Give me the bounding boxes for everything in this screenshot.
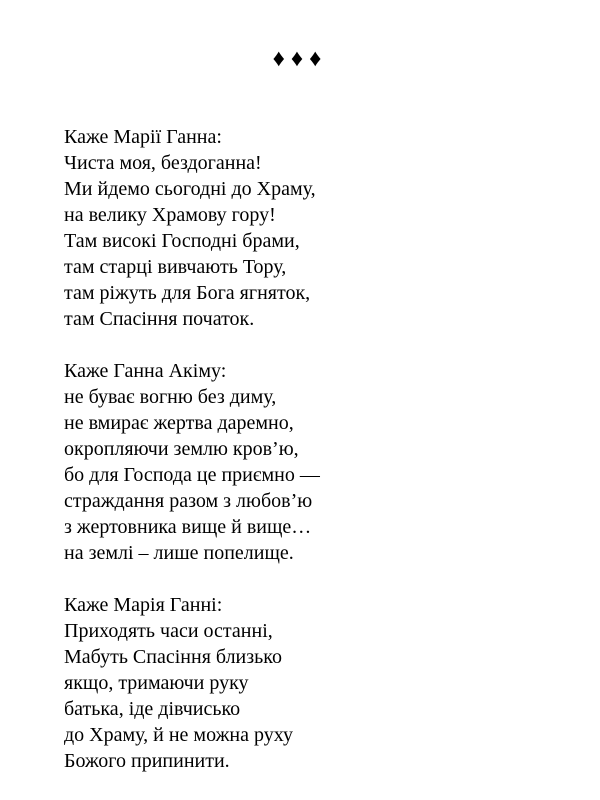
poem-line: якщо, тримаючи руку — [64, 672, 249, 694]
poem-line: Каже Марія Ганні: — [64, 594, 223, 616]
poem-line: на велику Храмову гору! — [64, 204, 276, 226]
section-ornament: ♦♦♦ — [272, 46, 328, 72]
poem-line: страждання разом з любов’ю — [64, 490, 313, 512]
poem-line: там Спасіння початок. — [64, 308, 255, 330]
poem-line: Приходять часи останні, — [64, 620, 273, 642]
poem-line: з жертовника вище й вище… — [64, 516, 312, 538]
stanza-1 — [64, 124, 564, 332]
poem-line: бо для Господа це приємно — — [64, 464, 320, 486]
poem-line: не вмирає жертва даремно, — [64, 412, 294, 434]
poem-line: Божого припинити. — [64, 750, 230, 772]
poem-text — [64, 124, 564, 800]
poem-line: Ми йдемо сьогодні до Храму, — [64, 178, 316, 200]
stanza-2 — [64, 358, 564, 566]
poem-line: Каже Ганна Акіму: — [64, 360, 227, 382]
stanza-3 — [64, 592, 564, 774]
poem-line: там старці вивчають Тору, — [64, 256, 287, 278]
poem-line: там ріжуть для Бога ягняток, — [64, 282, 311, 304]
poem-line: до Храму, й не можна руху — [64, 724, 293, 746]
poem-line: окропляючи землю кров’ю, — [64, 438, 299, 460]
poem-line: батька, іде дівчисько — [64, 698, 241, 720]
poem-line: Чиста моя, бездоганна! — [64, 152, 262, 174]
poem-line: Мабуть Спасіння близько — [64, 646, 282, 668]
poem-line: Каже Марії Ганна: — [64, 126, 222, 148]
poem-line: на землі – лише попелище. — [64, 542, 294, 564]
poem-line: не буває вогню без диму, — [64, 386, 277, 408]
poem-line: Там високі Господні брами, — [64, 230, 300, 252]
